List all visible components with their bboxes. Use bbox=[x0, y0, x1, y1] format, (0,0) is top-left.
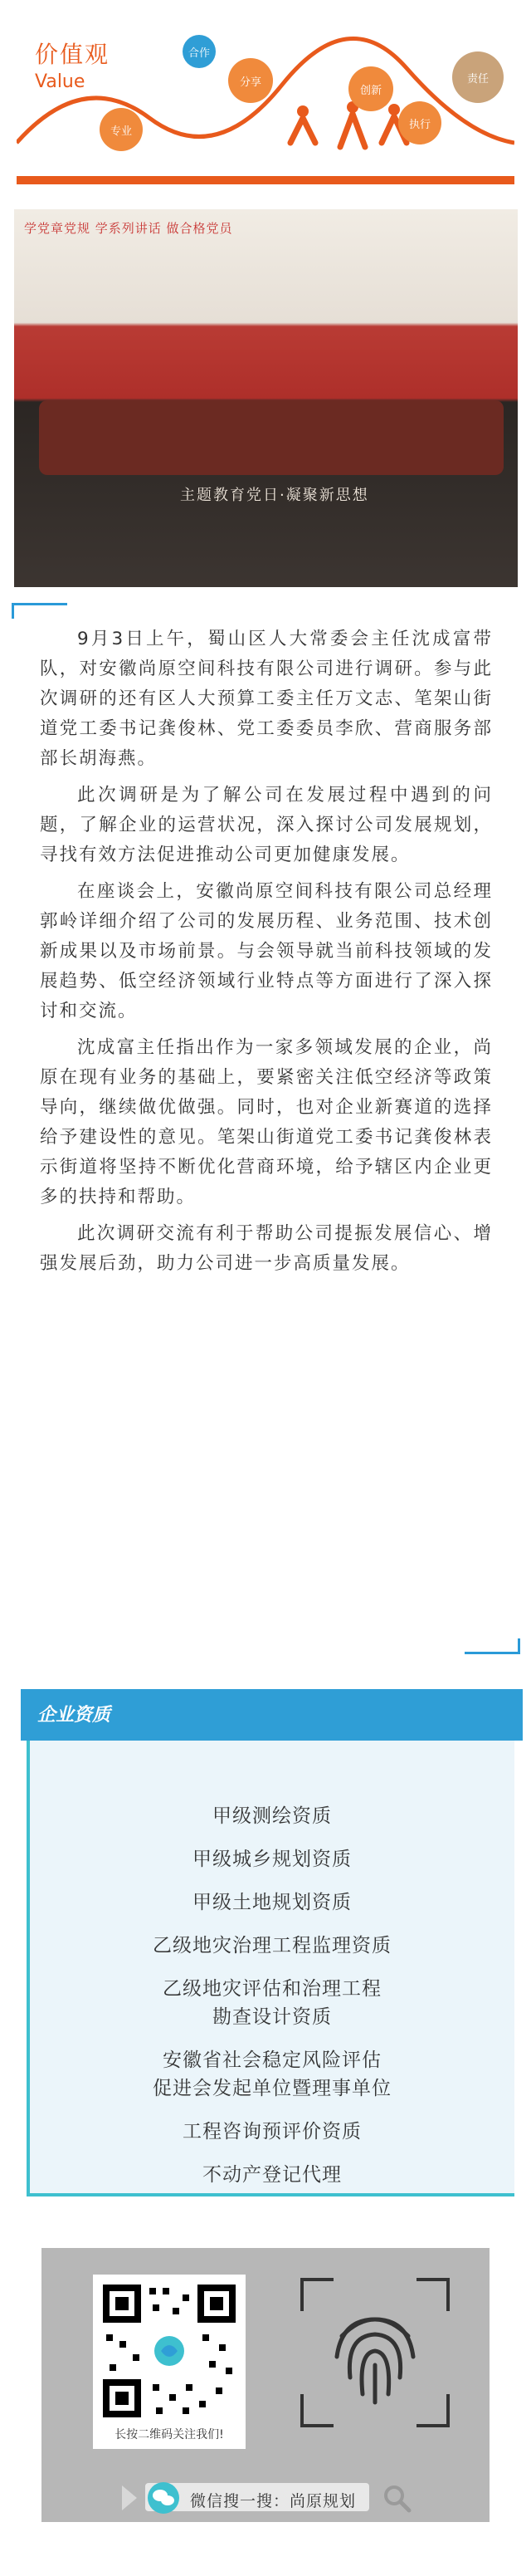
search-term: 尚原规划 bbox=[290, 2492, 357, 2510]
article-corner-top-left bbox=[12, 603, 67, 619]
qualification-item: 乙级地灾治理工程监理资质 bbox=[153, 1935, 392, 1956]
value-bubble-hezuo: 合作 bbox=[183, 35, 216, 68]
fingerprint-icon bbox=[300, 2278, 450, 2427]
meeting-photo bbox=[14, 209, 518, 587]
wechat-icon bbox=[147, 2481, 180, 2515]
banner-title: 价值观 bbox=[35, 41, 110, 68]
article-paragraph: 沈成富主任指出作为一家多领域发展的企业，尚原在现有业务的基础上，要紧密关注低空经济等政策导向，继续做优做强。同时，也对企业新赛道的选择给予建设性的意见。笔架山街道党工委书记龚俊林表示街道将坚持不断优化营商环境，给予辖区内企业更多的扶持和帮助。 bbox=[40, 1037, 493, 1207]
photo-slogan: 学党章党规 学系列讲话 做合格党员 bbox=[24, 221, 233, 236]
article-body bbox=[40, 624, 493, 1286]
search-label: 微信搜一搜： bbox=[190, 2492, 290, 2510]
value-bubble-zhixing: 执行 bbox=[398, 101, 441, 144]
photo-wall-caption: 主题教育党日·凝聚新思想 bbox=[180, 487, 369, 504]
qualification-item: 甲级测绘资质 bbox=[212, 1805, 332, 1827]
play-arrow-icon bbox=[120, 2484, 139, 2512]
search-icon[interactable] bbox=[382, 2484, 412, 2514]
qr-code-icon bbox=[103, 2285, 236, 2417]
banner-subtitle: Value bbox=[35, 71, 85, 92]
value-bubble-chuangxin: 创新 bbox=[348, 66, 393, 111]
photo-meeting-table bbox=[39, 400, 504, 475]
value-banner bbox=[17, 18, 514, 184]
qr-code[interactable] bbox=[103, 2285, 236, 2417]
qualifications-section bbox=[21, 1689, 523, 2208]
wechat-search-row[interactable] bbox=[120, 2479, 419, 2517]
banner-title-block bbox=[35, 37, 110, 92]
qualification-item: 乙级地灾评估和治理工程 勘查设计资质 bbox=[163, 1978, 382, 2028]
qualification-item: 工程咨询预评价资质 bbox=[183, 2121, 362, 2143]
value-bubble-zeren: 责任 bbox=[452, 51, 504, 103]
qr-card bbox=[93, 2275, 246, 2449]
article-paragraph: 9月3日上午，蜀山区人大常委会主任沈成富带队，对安徽尚原空间科技有限公司进行调研。参与此次调研的还有区人大预算工委主任万文志、笔架山街道党工委书记龚俊林、党工委委员李欣、营商服务部部长胡海燕。 bbox=[40, 629, 493, 769]
qualifications-list bbox=[30, 1802, 514, 2204]
qualification-item: 安徽省社会稳定风险评估 促进会发起单位暨理事单位 bbox=[153, 2050, 392, 2099]
value-bubble-fenxiang: 分享 bbox=[228, 58, 273, 103]
article-paragraph: 此次调研是为了解公司在发展过程中遇到的问题，了解企业的运营状况，深入探讨公司发展规划，寻找有效方法促进推动公司更加健康发展。 bbox=[40, 785, 493, 865]
qr-caption: 长按二维码关注我们! bbox=[114, 2428, 224, 2441]
value-bubble-zhuanye: 专业 bbox=[100, 108, 143, 151]
article-paragraph: 在座谈会上，安徽尚原空间科技有限公司总经理郭岭详细介绍了公司的发展历程、业务范围、技术创新成果以及市场前景。与会领导就当前科技领域的发展趋势、低空经济领域行业特点等方面进行了深入探讨和交流。 bbox=[40, 881, 493, 1021]
qualifications-body bbox=[27, 1741, 514, 2196]
qualification-item: 不动产登记代理 bbox=[202, 2164, 342, 2186]
qualification-item: 甲级土地规划资质 bbox=[192, 1892, 352, 1913]
qualification-item: 甲级城乡规划资质 bbox=[192, 1849, 352, 1870]
qualifications-header bbox=[21, 1689, 523, 1741]
qualifications-heading: 企业资质 bbox=[37, 1705, 111, 1726]
search-label-text bbox=[190, 2489, 356, 2511]
fingerprint-scan-frame[interactable] bbox=[300, 2278, 450, 2427]
article-corner-bottom-right bbox=[465, 1638, 520, 1654]
article-paragraph: 此次调研交流有利于帮助公司提振发展信心、增强发展后劲，助力公司进一步高质量发展。 bbox=[40, 1223, 493, 1274]
